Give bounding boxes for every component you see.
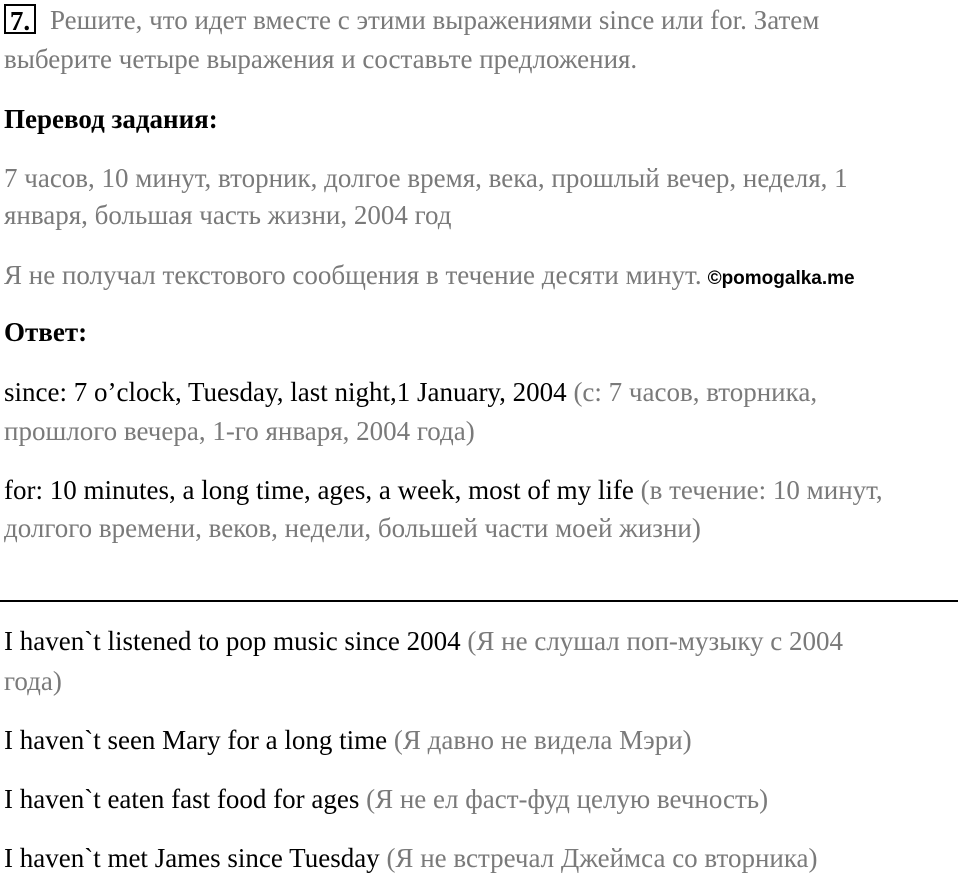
answer-for-line bbox=[4, 474, 883, 506]
task-text-1: Решите, что идет вместе с этими выражениями since или for. Затем bbox=[50, 5, 820, 35]
answer-since-ru-2: прошлого вечера, 1-го января, 2004 года) bbox=[4, 416, 475, 446]
translation-line-2: января, большая часть жизни, 2004 год bbox=[4, 200, 452, 230]
answer-since-line bbox=[4, 376, 817, 408]
translation-heading: Перевод задания: bbox=[4, 104, 218, 134]
sentence-3-ru: (Я не ел фаст-фуд целую вечность) bbox=[366, 784, 769, 814]
task-number-box: 7. bbox=[4, 4, 36, 34]
answer-for-en: for: 10 minutes, a long time, ages, a week, most of my life bbox=[4, 475, 634, 505]
sentence-3-en: I haven`t eaten fast food for ages bbox=[4, 784, 360, 814]
sentence-2-en: I haven`t seen Mary for a long time bbox=[4, 725, 388, 755]
divider bbox=[0, 600, 958, 602]
sentence-4-ru: (Я не встречал Джеймса со вторника) bbox=[386, 843, 818, 873]
sentence-1 bbox=[4, 625, 843, 657]
task-text-2: выберите четыре выражения и составьте предложения. bbox=[4, 44, 638, 74]
answer-since-ru: (с: 7 часов, вторника, bbox=[573, 377, 818, 407]
sentence-1-ru: (Я не слушал поп-музыку с 2004 bbox=[467, 626, 844, 656]
watermark-text: ©pomogalka.me bbox=[707, 268, 855, 289]
sentence-3 bbox=[4, 783, 768, 815]
answer-heading: Ответ: bbox=[4, 317, 88, 347]
sentence-4 bbox=[4, 842, 818, 874]
sentence-1-en: I haven`t listened to pop music since 2004 bbox=[4, 626, 461, 656]
translation-line-1: 7 часов, 10 минут, вторник, долгое время, века, прошлый вечер, неделя, 1 bbox=[4, 163, 848, 193]
sentence-2-ru: (Я давно не видела Мэри) bbox=[393, 725, 692, 755]
answer-since-en: since: 7 o’clock, Tuesday, last night,1 January, 2004 bbox=[4, 377, 567, 407]
task-line-1 bbox=[4, 4, 819, 36]
sentence-2 bbox=[4, 724, 692, 756]
translation-line-3 bbox=[4, 259, 855, 295]
sentence-4-en: I haven`t met James since Tuesday bbox=[4, 843, 380, 873]
sentence-1-ru-2: года) bbox=[4, 666, 62, 696]
answer-for-ru: (в течение: 10 минут, bbox=[640, 475, 883, 505]
answer-for-ru-2: долгого времени, веков, недели, большей части моей жизни) bbox=[4, 513, 701, 543]
translation-sentence: Я не получал текстового сообщения в течение десяти минут. bbox=[4, 260, 702, 290]
